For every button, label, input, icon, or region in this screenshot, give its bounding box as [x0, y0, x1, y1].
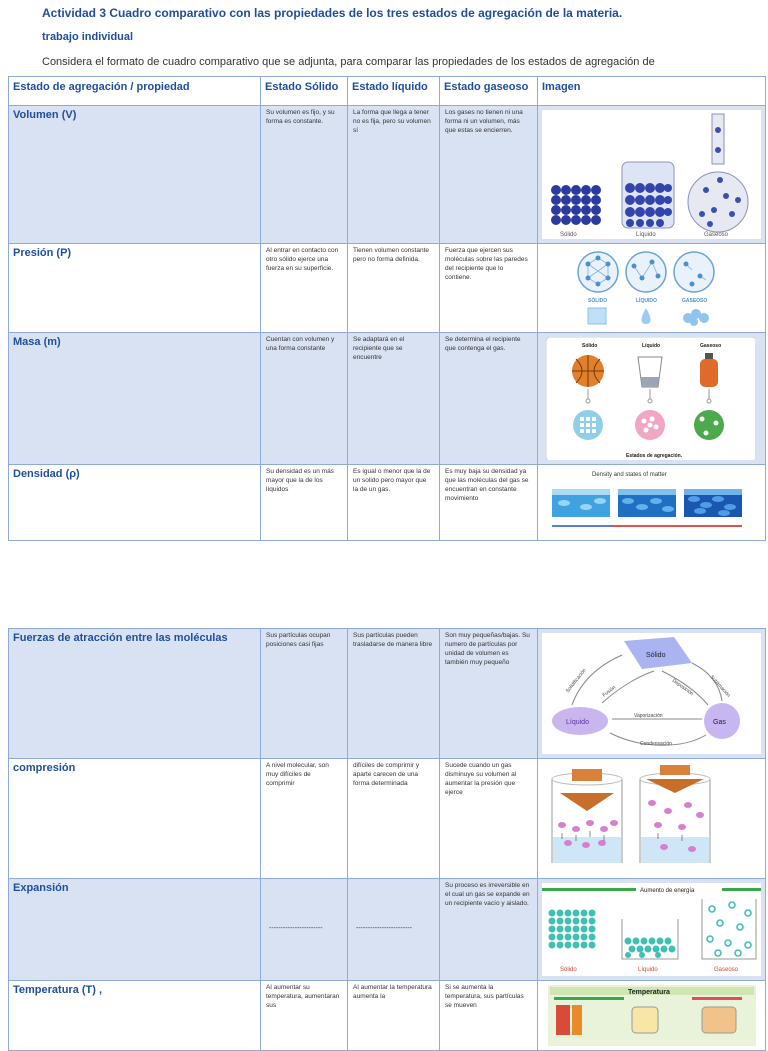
mass-caption: Estados de agregación. — [626, 453, 683, 459]
cell-solid: Su densidad es un más mayor que la de los líquidos — [266, 468, 334, 493]
forces-cycle-illustration — [542, 633, 761, 754]
header-liquid: Estado líquido — [348, 77, 440, 106]
cell-liquid: difíciles de comprimir y aparte carecen de una forma determinada — [353, 762, 420, 787]
cell-gas: Si se aumenta la temperatura, sus partículas se mueven — [445, 984, 524, 1009]
table-row — [9, 981, 766, 1051]
expansion-image-title: Aumento de energía — [640, 888, 695, 894]
forces-label-vaporization: Vaporización — [634, 713, 663, 719]
density-image-title: Density and states of matter — [592, 472, 667, 478]
expansion-illustration — [542, 883, 761, 976]
row-label-masa: Masa (m) — [13, 336, 61, 348]
forces-label-condensation: Condensación — [640, 741, 672, 747]
cell-gas: Su proceso es irreversible en el cual un gas se expande en un recipiente vacío y aislado. — [445, 882, 530, 907]
row-label-presion: Presión (P) — [13, 247, 72, 259]
table-row — [9, 333, 766, 465]
cell-liquid-empty: ------------------------ — [356, 925, 412, 932]
expansion-label-liquid: Líquido — [638, 967, 658, 973]
cell-gas: Se determina el recipiente que contenga el gas. — [445, 336, 521, 352]
comparison-table-part2 — [8, 628, 766, 1051]
row-label-densidad: Densidad (ρ) — [13, 468, 80, 480]
cell-solid: Su volumen es fijo, y su forma es constante. — [266, 109, 335, 125]
forces-label-gas: Gas — [713, 719, 726, 726]
cell-liquid: Tienen volumen constante pero no forma definida. — [353, 247, 430, 263]
cell-solid: Al entrar en contacto con otro sólido ejerce una fuerza en su superficie. — [266, 247, 339, 272]
compression-illustration — [542, 763, 761, 874]
header-solid: Estado Sólido — [261, 77, 348, 106]
table-row — [9, 244, 766, 333]
forces-label-solid: Sólido — [646, 652, 666, 659]
volume-label-liquid: Líquido — [636, 232, 656, 238]
mass-illustration — [546, 337, 755, 460]
temperature-image-title: Temperatura — [628, 989, 670, 996]
pressure-label-gas: GASEOSO — [682, 298, 708, 304]
temperature-illustration — [542, 985, 761, 1046]
row-label-fuerzas: Fuerzas de atracción entre las moléculas — [13, 632, 228, 644]
intro-text: Considera el formato de cuadro comparativo que se adjunta, para comparar las propiedades de los estados de agregación de — [42, 56, 655, 68]
cell-gas: Sucede cuando un gas disminuye su volumen al aumentar la presión que ejerce — [445, 762, 517, 796]
mass-label-gas: Gaseoso — [700, 343, 722, 349]
density-illustration — [542, 467, 761, 538]
cell-gas: Fuerza que ejercen sus moléculas sobre las paredes del recipiente que lo contiene. — [445, 247, 528, 281]
cell-gas: Son muy pequeñas/bajas. Su numero de partículas por unidad de volumen es también muy pequeño — [445, 632, 530, 666]
comparison-table-part1 — [8, 76, 766, 541]
expansion-label-solid: Sólido — [560, 967, 577, 973]
mass-label-liquid: Líquido — [642, 343, 661, 349]
table-row — [9, 465, 766, 541]
document-subtitle: trabajo individual — [42, 31, 134, 43]
row-label-temperatura: Temperatura (T) , — [13, 984, 103, 996]
row-label-expansion: Expansión — [13, 882, 69, 894]
cell-gas: Los gases no tienen ni una forma ni un volumen, más que estas se encierren. — [445, 109, 523, 134]
table-row — [9, 629, 766, 759]
cell-gas: Es muy baja su densidad ya que las moléculas del gas se encuentran en constante movimiento — [445, 468, 529, 502]
pressure-label-liquid: LÍQUIDO — [636, 298, 657, 304]
forces-label-sublimation: Sublimación — [708, 674, 732, 699]
header-property: Estado de agregación / propiedad — [9, 77, 261, 106]
cell-solid-empty: ----------------------- — [269, 925, 323, 932]
cell-solid: Al aumentar su temperatura, aumentaran sus — [266, 984, 340, 1009]
forces-label-liquid: Líquido — [566, 719, 589, 726]
cell-solid: Cuentan con volumen y una forma constante — [266, 336, 335, 352]
volume-illustration — [542, 110, 761, 239]
pressure-label-solid: SÓLIDO — [588, 298, 608, 304]
pressure-illustration — [542, 248, 761, 328]
row-label-volumen: Volumen (V) — [13, 109, 77, 121]
forces-label-solidification: Solidificación — [564, 667, 588, 695]
volume-label-gas: Gaseoso — [704, 232, 729, 238]
row-label-compresion: compresión — [13, 762, 76, 774]
table-row — [9, 759, 766, 879]
volume-label-solid: Sólido — [560, 232, 577, 238]
expansion-label-gas: Gaseoso — [714, 967, 739, 973]
cell-liquid: Se adaptará en el recipiente que se encuentre — [353, 336, 405, 361]
header-image: Imagen — [538, 77, 766, 106]
cell-liquid: La forma que llega a tener no es fija, pero su volumen sí — [353, 109, 431, 134]
forces-label-fusion: Fusión — [601, 684, 618, 699]
cell-liquid: Al aumentar la temperatura aumenta la — [353, 984, 432, 1000]
document-title: Actividad 3 Cuadro comparativo con las propiedades de los tres estados de agregación de la materia. — [42, 6, 623, 20]
table-row — [9, 879, 766, 981]
table-row — [9, 106, 766, 244]
cell-liquid: Sus partículas pueden trasladarse de manera libre — [353, 632, 433, 648]
table-header-row — [9, 77, 766, 106]
header-gas: Estado gaseoso — [440, 77, 538, 106]
forces-label-deposition: Deposición — [670, 677, 695, 698]
cell-solid: Sus partículas ocupan posiciones casi fijas — [266, 632, 331, 648]
cell-liquid: Es igual o menor que la de un solido pero mayor que la de un gas. — [353, 468, 431, 493]
cell-solid: A nivel molecular, son muy difíciles de comprimir — [266, 762, 329, 787]
mass-label-solid: Sólido — [582, 343, 598, 349]
